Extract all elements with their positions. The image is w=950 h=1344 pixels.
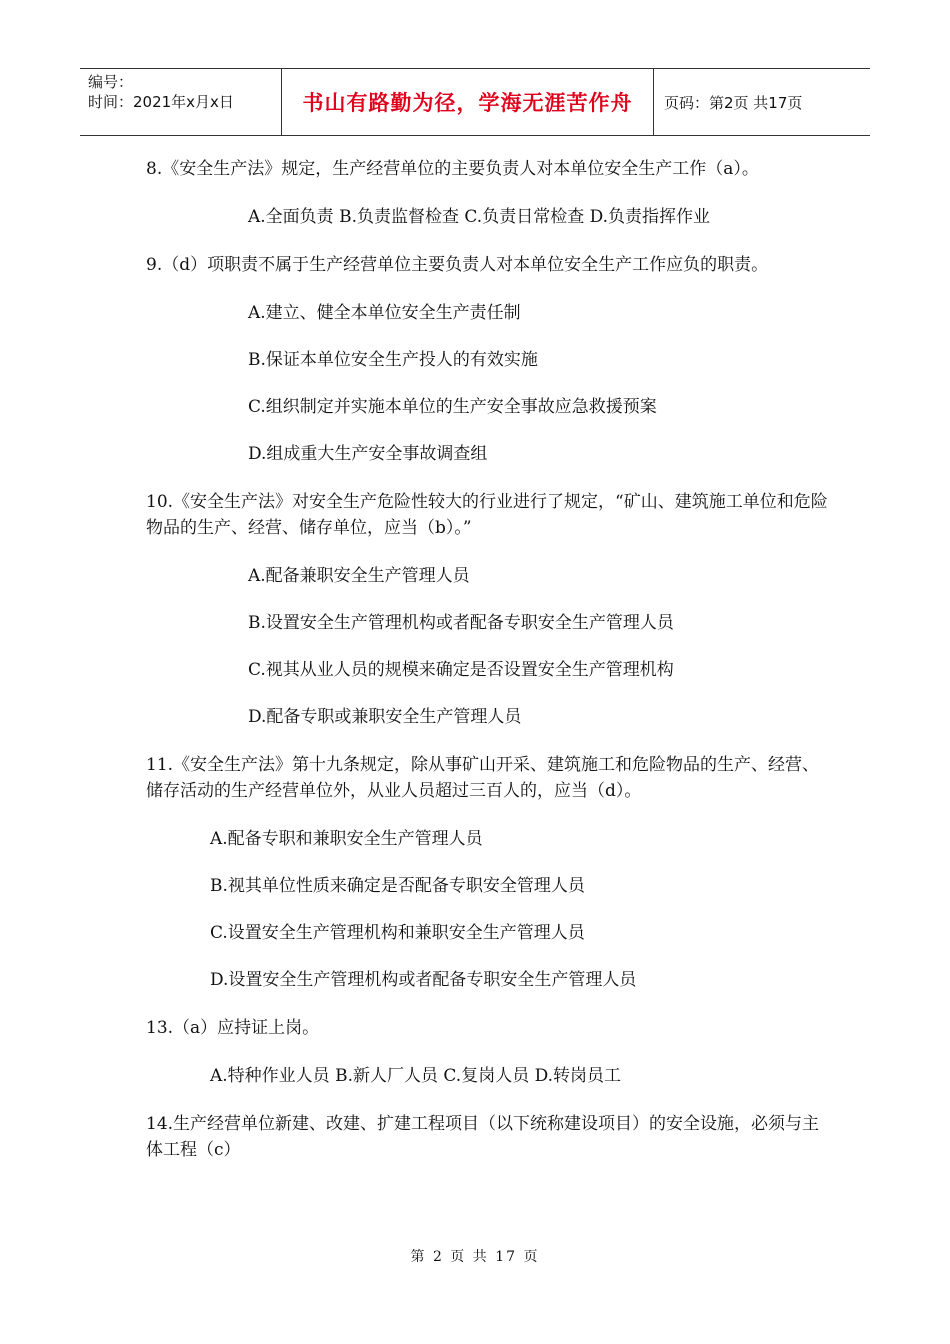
page-footer: 第 2 页 共 17 页: [410, 1249, 540, 1265]
header-motto: 书山有路勤为径，学海无涯苦作舟: [282, 69, 654, 135]
header-meta: [80, 69, 282, 135]
question-9-option-c: C.组织制定并实施本单位的生产安全事故应急救援预案: [248, 397, 657, 417]
question-13-options-inline: A.特种作业人员 B.新人厂人员 C.复岗人员 D.转岗员工: [210, 1066, 622, 1086]
question-10-option-c: C.视其从业人员的规模来确定是否设置安全生产管理机构: [248, 660, 674, 680]
question-10-option-d: D.配备专职或兼职安全生产管理人员: [248, 707, 522, 727]
question-10-stem: 10.《安全生产法》对安全生产危险性较大的行业进行了规定，“矿山、建筑施工单位和危险物品的生产、经营、储存单位，应当（b）。”: [146, 492, 828, 538]
question-9-option-a: A.建立、健全本单位安全生产责任制: [248, 303, 521, 323]
question-11-option-d: D.设置安全生产管理机构或者配备专职安全生产管理人员: [210, 970, 637, 990]
question-11-option-c: C.设置安全生产管理机构和兼职安全生产管理人员: [210, 923, 585, 943]
question-9-options: [146, 300, 836, 467]
question-10-option-b: B.设置安全生产管理机构或者配备专职安全生产管理人员: [248, 613, 674, 633]
question-8-stem: 8.《安全生产法》规定，生产经营单位的主要负责人对本单位安全生产工作（a）。: [146, 159, 759, 179]
document-date: 时间：2021年x月x日: [88, 93, 234, 111]
question-9-option-b: B.保证本单位安全生产投人的有效实施: [248, 350, 538, 370]
question-8-options: [146, 204, 836, 230]
question-8-options-inline: A.全面负责 B.负责监督检查 C.负责日常检查 D.负责指挥作业: [248, 207, 711, 227]
question-11-option-a: A.配备专职和兼职安全生产管理人员: [210, 829, 483, 849]
question-list: [146, 156, 836, 1185]
question-14-stem: 14.生产经营单位新建、改建、扩建工程项目（以下统称建设项目）的安全设施，必须与主体工程（c）: [146, 1114, 820, 1160]
question-13-stem: 13.（a）应持证上岗。: [146, 1018, 320, 1038]
question-10-option-a: A.配备兼职安全生产管理人员: [248, 566, 470, 586]
question-9-stem: 9.（d）项职责不属于生产经营单位主要负责人对本单位安全生产工作应负的职责。: [146, 255, 769, 275]
question-11-stem: 11.《安全生产法》第十九条规定，除从事矿山开采、建筑施工和危险物品的生产、经营、储存活动的生产经营单位外，从业人员超过三百人的，应当（d）。: [146, 755, 820, 801]
page-header: [80, 68, 870, 136]
question-13-options: [146, 1063, 836, 1089]
question-11-option-b: B.视其单位性质来确定是否配备专职安全管理人员: [210, 876, 585, 896]
question-10-options: [146, 563, 836, 730]
header-page-info: 页码：第2页 共17页: [664, 93, 803, 112]
document-number-label: 编号：: [88, 73, 134, 91]
question-9-option-d: D.组成重大生产安全事故调查组: [248, 444, 488, 464]
question-11-options: [146, 826, 836, 993]
